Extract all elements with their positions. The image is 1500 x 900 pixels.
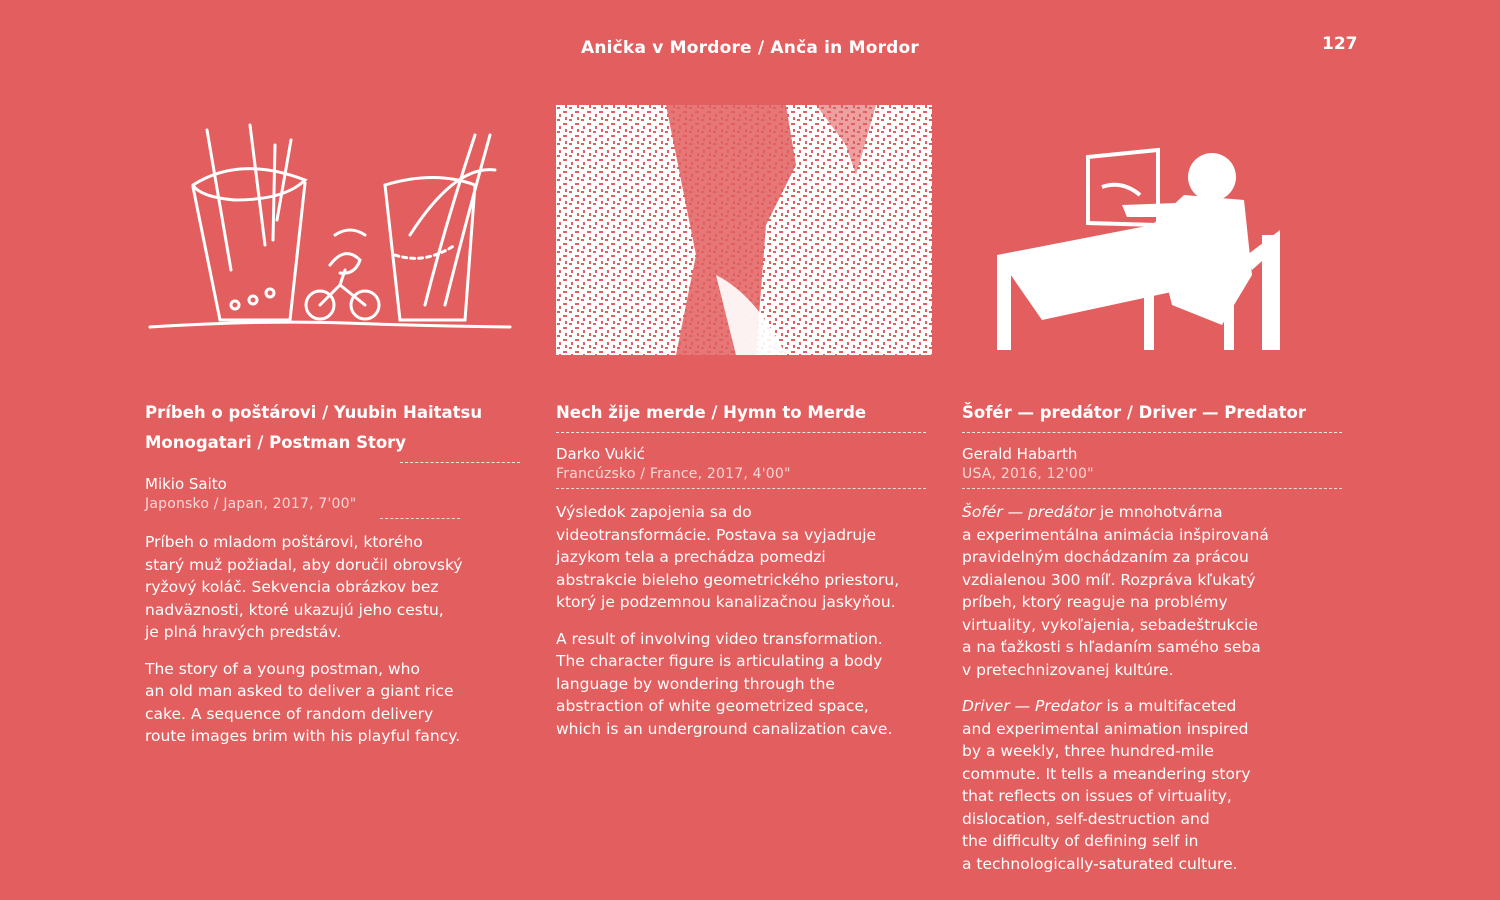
film-title: Nech žije merde / Hymn to Merde bbox=[556, 403, 867, 422]
film-director: Gerald Habarth bbox=[962, 445, 1078, 463]
film-entry-hymn-to-merde bbox=[556, 398, 936, 754]
divider bbox=[962, 488, 1342, 489]
divider bbox=[556, 432, 926, 433]
film-entry-driver-predator bbox=[962, 398, 1347, 889]
film-title: Príbeh o poštárovi / Yuubin Haitatsu Monogatari / Postman Story bbox=[145, 403, 483, 452]
description-en: The story of a young postman, who an old man asked to deliver a giant rice cake. A sequence of random delivery route images brim with his playful fancy. bbox=[145, 659, 461, 745]
description-sk bbox=[962, 501, 1347, 681]
description-en bbox=[962, 695, 1347, 875]
description-sk: Príbeh o mladom poštárovi, ktorého starý muž požiadal, aby doručil obrovský ryžový koláč. Sekvencia obrázkov bez nadväznosti, ktoré ukazujú jeho cestu, je plná hravých predstáv. bbox=[145, 533, 463, 641]
page-number: 127 bbox=[1322, 34, 1358, 54]
postman-story-illustration bbox=[145, 105, 515, 355]
hymn-to-merde-illustration bbox=[556, 105, 932, 355]
divider bbox=[380, 518, 460, 519]
film-title: Šofér — predátor / Driver — Predator bbox=[962, 403, 1306, 422]
film-entry-postman-story bbox=[145, 398, 525, 762]
divider bbox=[962, 432, 1342, 433]
film-director: Mikio Saito bbox=[145, 475, 227, 493]
film-meta: Francúzsko / France, 2017, 4'00" bbox=[556, 466, 791, 482]
divider bbox=[556, 488, 926, 489]
page-title: Anička v Mordore / Anča in Mordor bbox=[580, 38, 920, 58]
film-director: Darko Vukić bbox=[556, 445, 645, 463]
divider bbox=[400, 462, 520, 463]
description-sk-body: je mnohotvárna a experimentálna animácia inšpirovaná pravidelným dochádzaním za prácou vzdialenou 300 míľ. Rozpráva kľukatý príbeh, ktorý reaguje na problémy virtuality, vykoľajenia, sebadeštrukcie a na ťažkosti s hľadaním samého seba v pretechnizovanej kultúre. bbox=[962, 503, 1269, 679]
film-title-italic: Šofér — predátor bbox=[962, 503, 1096, 521]
description-en: A result of involving video transformation. The character figure is articulating a body language by wondering through the abstraction of white geometrized space, which is an underground canalization cave. bbox=[556, 629, 893, 738]
film-title-italic: Driver — Predator bbox=[962, 697, 1102, 715]
film-meta: USA, 2016, 12'00" bbox=[962, 466, 1094, 482]
description-sk: Výsledok zapojenia sa do videotransformácie. Postava sa vyjadruje jazykom tela a prechádza pomedzi abstrakcie bieleho geometrického priestoru, ktorý je podzemnou kanalizačnou jaskyňou. bbox=[556, 503, 900, 611]
driver-predator-illustration bbox=[962, 105, 1292, 355]
description-en-body: is a multifaceted and experimental animation inspired by a weekly, three hundred-mile commute. It tells a meandering story that reflects on issues of virtuality, dislocation, self-destruction and the difficulty of defining self in a technologically-saturated culture. bbox=[962, 697, 1251, 873]
film-meta: Japonsko / Japan, 2017, 7'00" bbox=[145, 496, 357, 512]
